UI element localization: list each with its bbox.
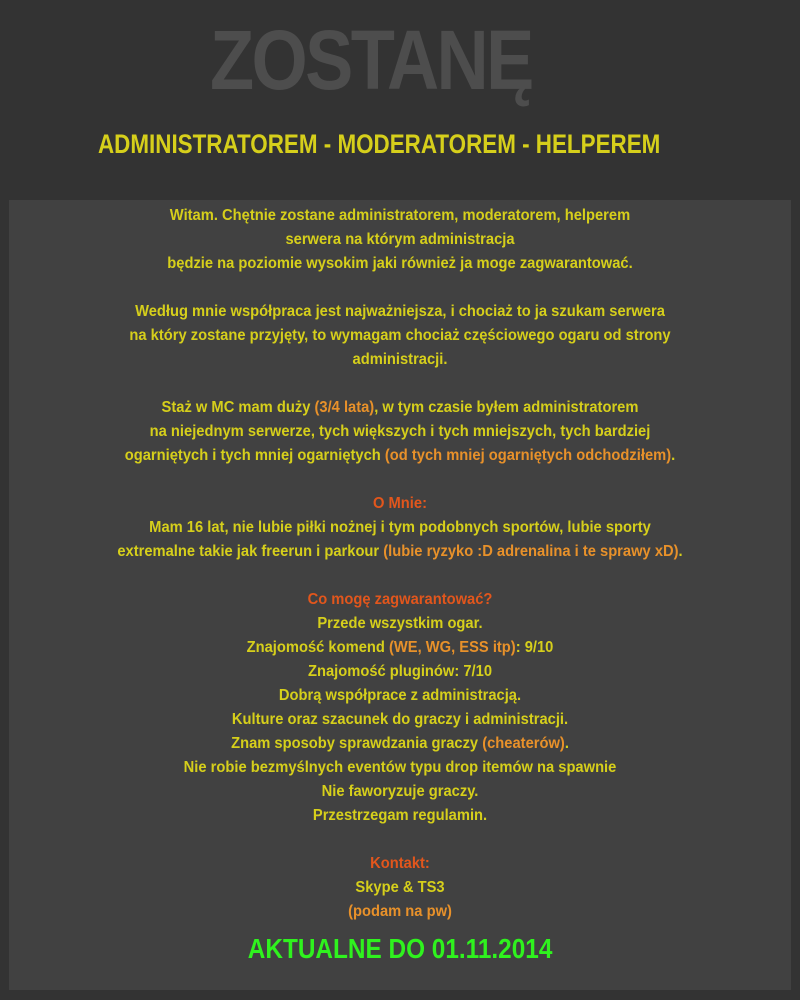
guarantee-item: Dobrą współprace z administracją.: [278, 687, 522, 704]
about-line-1: Mam 16 lat, nie lubie piłki nożnej i tym podobnych sportów, lubie sporty: [149, 519, 651, 536]
guarantee-item: Znam sposoby sprawdzania graczy (cheaterów).: [231, 735, 569, 752]
header: [0, 0, 800, 200]
about-heading: O Mnie:: [373, 495, 427, 512]
cooperation-line-3: administracji.: [352, 351, 448, 368]
about-line-2: extremalne takie jak freerun i parkour (lubie ryzyko :D adrenalina i te sprawy xD).: [117, 543, 683, 560]
guarantee-heading: Co mogę zagwarantować?: [307, 591, 493, 608]
experience-line-2: na niejednym serwerze, tych większych i tych mniejszych, tych bardziej: [149, 423, 651, 440]
valid-until-text: AKTUALNE DO 01.11.2014: [247, 933, 553, 964]
cooperation-line-2: na który zostane przyjęty, to wymagam chociaż częściowego ogaru od strony: [129, 327, 671, 344]
intro-line-2: serwera na którym administracja: [285, 231, 515, 248]
content-text: [0, 204, 800, 924]
contact-heading: Kontakt:: [370, 855, 430, 872]
intro-line-1: Witam. Chętnie zostane administratorem, moderatorem, helperem: [169, 207, 631, 224]
contact-line-1: Skype & TS3: [355, 879, 445, 896]
guarantee-item: Nie faworyzuje graczy.: [321, 783, 479, 800]
cooperation-line-1: Według mnie współpraca jest najważniejsza, i chociaż to ja szukam serwera: [135, 303, 665, 320]
guarantee-item: Kulture oraz szacunek do graczy i administracji.: [231, 711, 569, 728]
guarantee-item: Przestrzegam regulamin.: [312, 807, 488, 824]
page-subtitle: ADMINISTRATOREM - MODERATOREM - HELPEREM: [98, 129, 661, 159]
guarantee-item: Przede wszystkim ogar.: [317, 615, 483, 632]
experience-line-3: ogarniętych i tych mniej ogarniętych (od tych mniej ogarniętych odchodziłem).: [124, 447, 676, 464]
contact-line-2: (podam na pw): [348, 903, 452, 920]
guarantee-item: Znajomość komend (WE, WG, ESS itp): 9/10: [246, 639, 554, 656]
valid-until-banner: [0, 935, 800, 963]
guarantee-item: Znajomość pluginów: 7/10: [307, 663, 493, 680]
guarantee-item: Nie robie bezmyślnych eventów typu drop itemów na spawnie: [183, 759, 617, 776]
page-title: ZOSTANĘ: [210, 13, 532, 107]
experience-line-1: Staż w MC mam duży (3/4 lata), w tym czasie byłem administratorem: [161, 399, 639, 416]
intro-line-3: będzie na poziomie wysokim jaki również ja moge zagwarantować.: [167, 255, 633, 272]
